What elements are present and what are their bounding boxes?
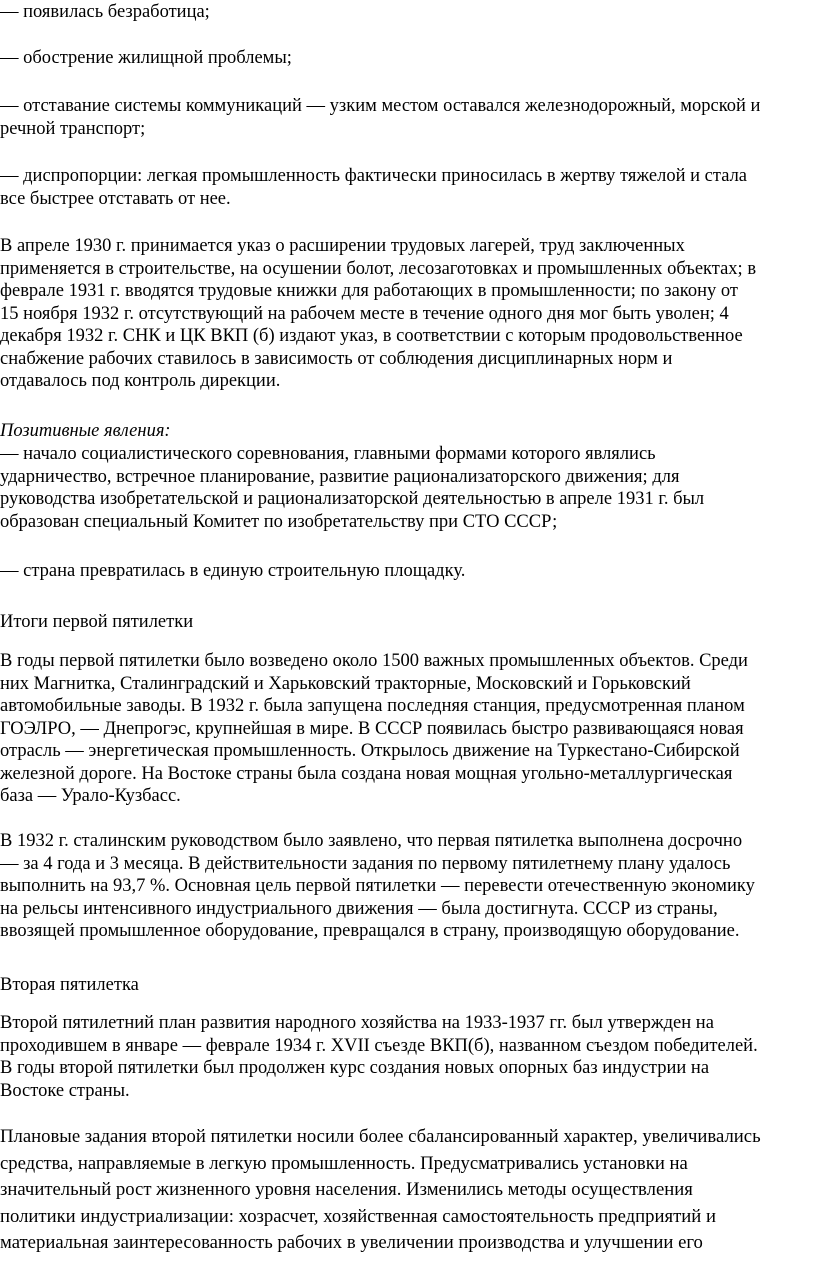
- heading-positive-phenomena: Позитивные явления:: [0, 421, 171, 441]
- paragraph-housing-problem: — обострение жилищной проблемы;: [0, 48, 292, 68]
- heading-first-five-year-results: Итоги первой пятилетки: [0, 612, 194, 632]
- paragraph-construction-site: — страна превратилась в единую строительную площадку.: [0, 561, 466, 581]
- paragraph-first-five-year-completion: В 1932 г. сталинским руководством было заявлено, что первая пятилетка выполнена досрочно — за 4 года и 3 месяца. В действительности задания по первому пятилетнему плану удалось выполнить на 93,7 %. Основная цель первой пятилетки — перевести отечественную экономику на рельсы интенсивного индустриального движения — была достигнута. СССР из страны, ввозящей промышленное оборудование, превращался в страну, производящую оборудование.: [0, 831, 755, 941]
- paragraph-disproportions: — диспропорции: легкая промышленность фактически приносилась в жертву тяжелой и стала все быстрее отставать от нее.: [0, 166, 748, 209]
- paragraph-second-five-year-tasks: Плановые задания второй пятилетки носили более сбалансированный характер, увеличивались средства, направляемые в легкую промышленность. Предусматривались установки на значительный рост жизненного уровня населения. Изменились методы осуществления политики индустриализации: хозрасчет, хозяйственная самостоятельность предприятий и материальная заинтересованность рабочих в увеличении производства и улучшении его: [0, 1126, 761, 1253]
- paragraph-labor-camps-decree: В апреле 1930 г. принимается указ о расширении трудовых лагерей, труд заключенных применяется в строительстве, на осушении болот, лесозаготовках и промышленных объектах; в феврале 1931 г. вводятся трудовые книжки для работающих в промышленности; по закону от 15 ноября 1932 г. отсутствующий на рабочем месте в течение одного дня мог быть уволен; 4 декабря 1932 г. СНК и ЦК ВКП (б) издают указ, в соответствии с которым продовольственное снабжение рабочих ставилось в зависимость от соблюдения дисциплинарных норм и отдавалось под контроль дирекции.: [0, 236, 757, 391]
- paragraph-first-five-year-objects: В годы первой пятилетки было возведено около 1500 важных промышленных объектов. Среди них Магнитка, Сталинградский и Харьковский тракторные, Московский и Горьковский автомобильные заводы. В 1932 г. была запущена последняя станция, предусмотренная планом ГОЭЛРО, — Днепрогэс, крупнейшая в мире. В СССР появилась быстро развивающаяся новая отрасль — энергетическая промышленность. Открылось движение на Туркестано-Сибирской железной дороге. На Востоке страны была создана новая мощная угольно-металлургическая база — Урало-Кузбасс.: [0, 651, 748, 806]
- paragraph-second-five-year-plan: Второй пятилетний план развития народного хозяйства на 1933-1937 гг. был утвержден на проходившем в январе — феврале 1934 г. XVII съезде ВКП(б), названном съездом победителей. В годы второй пятилетки был продолжен курс создания новых опорных баз индустрии на Востоке страны.: [0, 1013, 758, 1101]
- paragraph-communications-lag: — отставание системы коммуникаций — узким местом оставался железнодорожный, морской и речной транспорт;: [0, 96, 761, 139]
- heading-second-five-year: Вторая пятилетка: [0, 975, 139, 995]
- paragraph-socialist-competition: — начало социалистического соревнования, главными формами которого являлись ударничество, встречное планирование, развитие рационализаторского движения; для руководства изобретательской и рационализаторской деятельностью в апреле 1931 г. был образован специальный Комитет по изобретательству при СТО СССР;: [0, 444, 705, 532]
- paragraph-unemployment: — появилась безработица;: [0, 2, 210, 22]
